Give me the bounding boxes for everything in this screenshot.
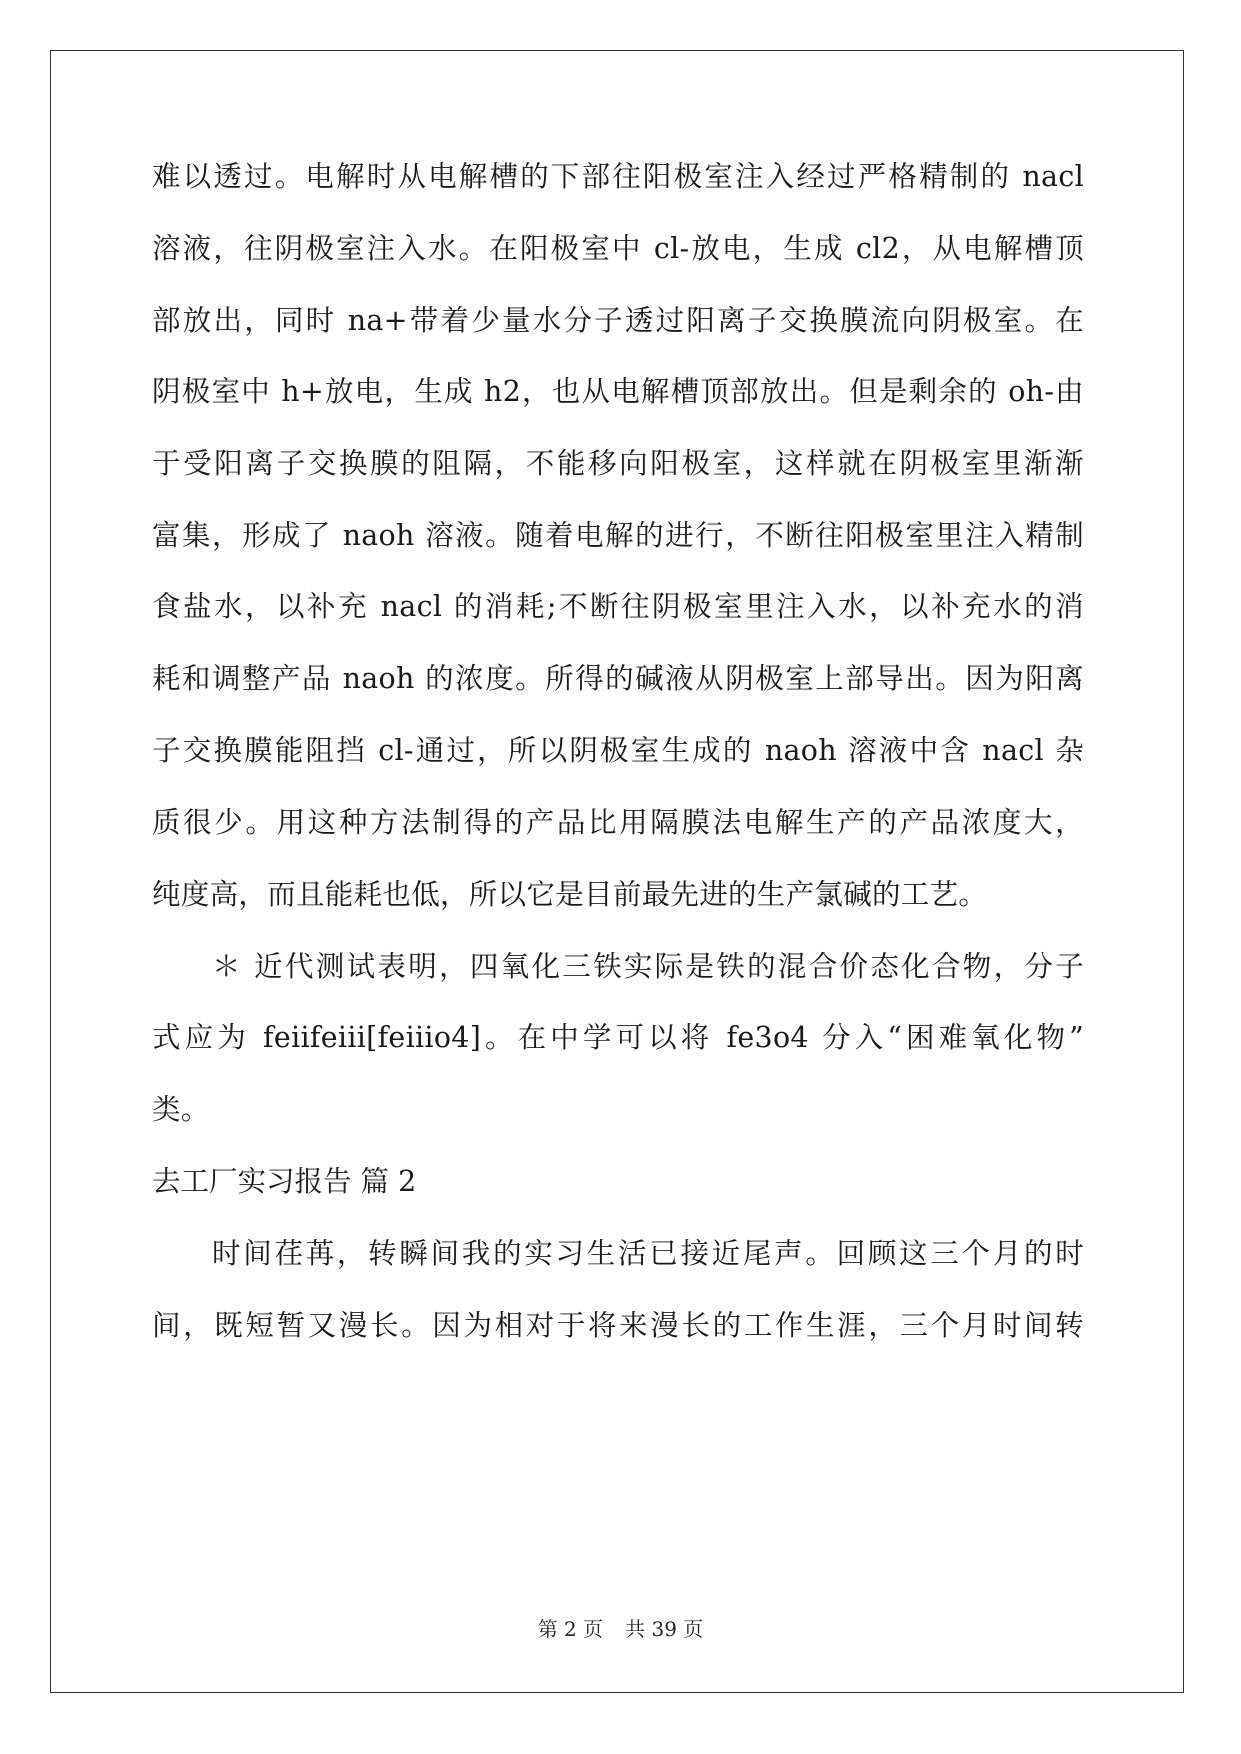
paragraph-line: 部放出，同时 na+带着少量水分子透过阳离子交换膜流向阴极室。在 <box>152 304 1084 337</box>
paragraph-line: 阴极室中 h+放电，生成 h2，也从电解槽顶部放出。但是剩余的 oh-由 <box>152 375 1084 408</box>
paragraph-line: 食盐水，以补充 nacl 的消耗;不断往阴极室里注入水，以补充水的消 <box>152 590 1084 623</box>
paragraph-line: 类。 <box>152 1093 210 1126</box>
page-number: 第 2 页 <box>537 1617 604 1641</box>
paragraph-line: 时间荏苒，转瞬间我的实习生活已接近尾声。回顾这三个月的时 <box>212 1237 1084 1270</box>
page-total: 共 39 页 <box>625 1617 704 1641</box>
paragraph-line: ＊ 近代测试表明，四氧化三铁实际是铁的混合价态化合物，分子 <box>212 950 1084 983</box>
paragraph-line: 耗和调整产品 naoh 的浓度。所得的碱液从阴极室上部导出。因为阳离 <box>152 662 1084 695</box>
page-footer <box>0 1615 1241 1643</box>
paragraph-line: 质很少。用这种方法制得的产品比用隔膜法电解生产的产品浓度大， <box>152 806 1084 839</box>
paragraph-line: 难以透过。电解时从电解槽的下部往阳极室注入经过严格精制的 nacl <box>152 160 1084 193</box>
paragraph-line: 纯度高，而且能耗也低，所以它是目前最先进的生产氯碱的工艺。 <box>152 878 988 911</box>
paragraph-line: 子交换膜能阻挡 cl-通过，所以阴极室生成的 naoh 溶液中含 nacl 杂 <box>152 734 1084 767</box>
paragraph-line: 于受阳离子交换膜的阻隔，不能移向阳极室，这样就在阴极室里渐渐 <box>152 447 1084 480</box>
paragraph-line: 溶液，往阴极室注入水。在阳极室中 cl-放电，生成 cl2，从电解槽顶 <box>152 232 1084 265</box>
paragraph-line: 富集，形成了 naoh 溶液。随着电解的进行，不断往阳极室里注入精制 <box>152 519 1084 552</box>
section-heading: 去工厂实习报告 篇 2 <box>152 1165 417 1198</box>
paragraph-line: 式应为 feiifeiii[feiiio4]。在中学可以将 fe3o4 分入“困难氧化物” <box>152 1021 1084 1054</box>
paragraph-line: 间，既短暂又漫长。因为相对于将来漫长的工作生涯，三个月时间转 <box>152 1309 1084 1342</box>
